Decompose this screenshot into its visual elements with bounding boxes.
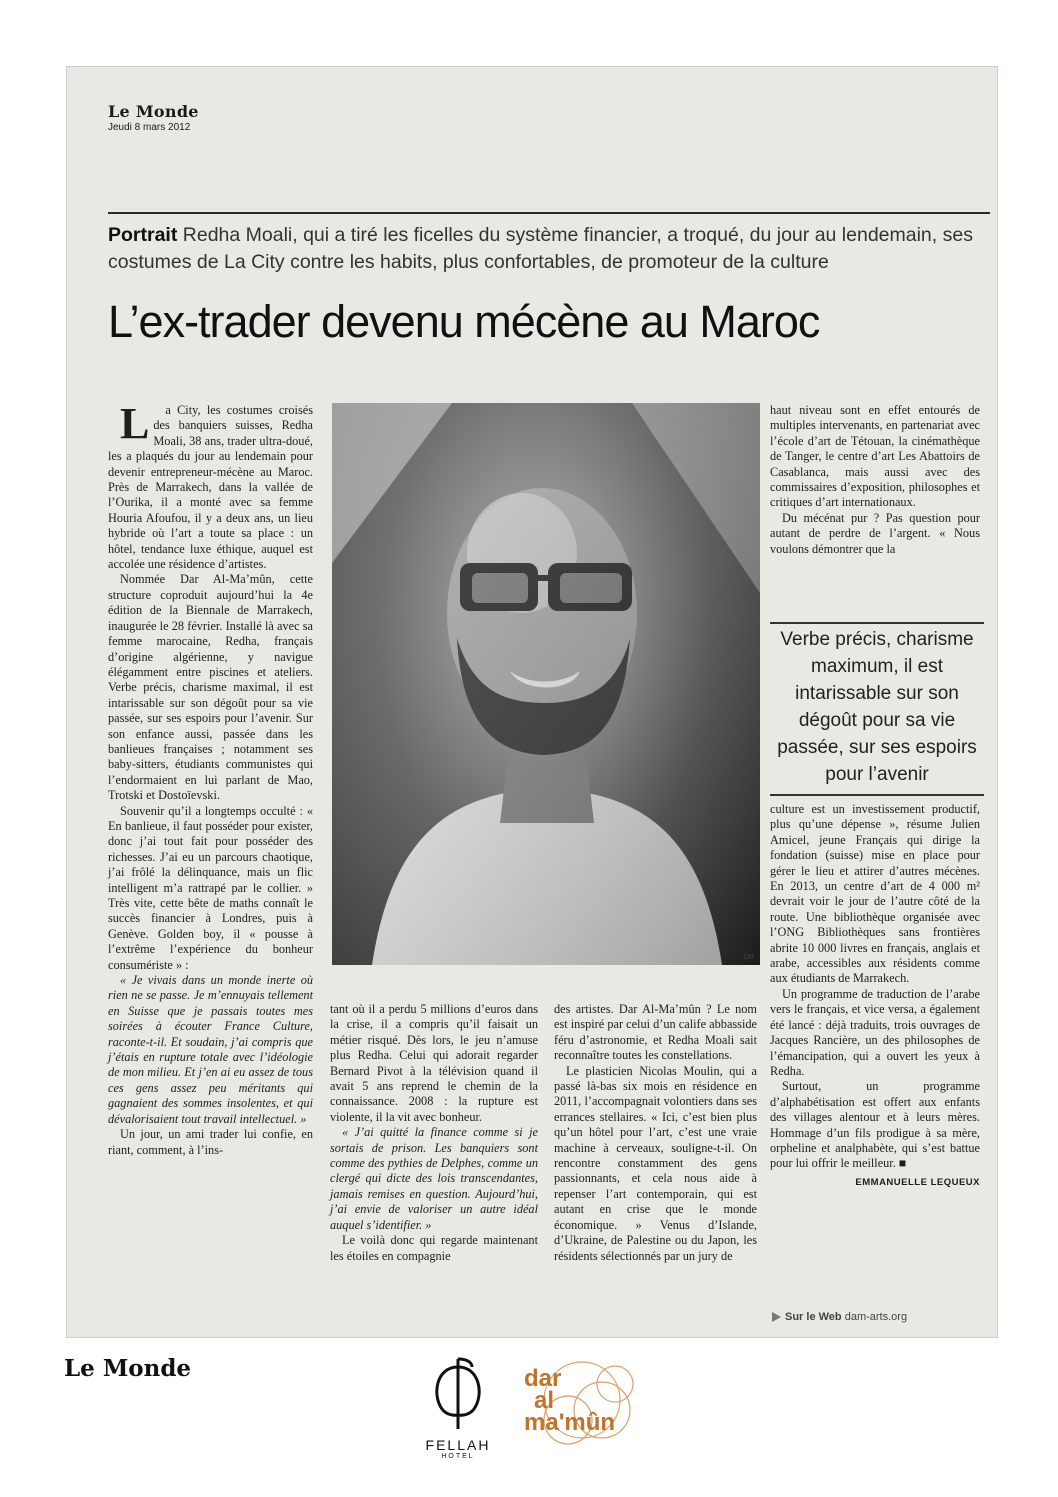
- dam-line-3: ma'mûn: [524, 1409, 616, 1436]
- web-label: Sur le Web: [785, 1311, 842, 1323]
- paragraph: « J’ai quitté la finance comme si je sortais de prison. Les banquiers sont comme des pythies de Delphes, comme un clergé qui dicte des lois transcendantes, jamais remises en question. Aujourd’hui, j’ai envie de valoriser un autre idéal auquel s’identifier. »: [330, 1125, 538, 1232]
- headline: L’ex-trader devenu mécène au Maroc: [108, 296, 820, 347]
- paragraph: tant où il a perdu 5 millions d’euros dans la crise, il a compris qu’il faisait un métier risqué. Dès lors, le jeu n’amuse plus Redha. Celui qui adorait regarder Bernard Pivot à la télévision quand il avait 5 ans reprend le chemin de la connaissance. 2008 : la rupture est violente, il la vit avec bonheur.: [330, 1002, 538, 1124]
- arrow-icon: [772, 1312, 781, 1322]
- top-rule: [108, 212, 990, 214]
- dam-line-1: dar: [524, 1365, 562, 1392]
- paragraph: Surtout, un programme d’alphabétisation est offert aux enfants des villages alentour et à leurs mères. Hommage d’un fils prodigue à sa mère, orpheline et analphabète, qui s’est battue pour lui offrir le meilleur. ■: [770, 1079, 980, 1171]
- photo-credit: DR: [743, 954, 754, 961]
- paragraph: Nommée Dar Al-Ma’mûn, cette structure coproduit aujourd’hui la 4e édition de la Biennale de Marrakech, inaugurée le 28 février. Installé là avec sa femme marocaine, Redha, français d’origine algérienne, y navigue élégamment entre piscines et ateliers. Verbe précis, charisme maximal, il est intarissable sur son dégoût pour sa vie passée, sur ses espoirs pour l’avenir. Sur son enfance aussi, passée dans les banlieues françaises ; notamment ses baby-sitters, étudiants communistes qui l’endormaient en lui parlant de Mao, Trotski et Dostoïevski.: [108, 572, 313, 803]
- web-url: dam-arts.org: [844, 1311, 908, 1323]
- paragraph: La City, les costumes croisés des banquiers suisses, Redha Moali, 38 ans, trader ultra-doué, les a plaqués du jour au lendemain pour devenir entrepreneur-mécène au Maroc. Près de Marrakech, dans la vallée de l’Ourika, il a monté avec sa femme Houria Afoufou, il y a deux ans, un lieu hybride où l’art a toute sa place : un hôtel, tendance luxe éthique, auquel est accolée une résidence d’artistes.: [108, 399, 313, 572]
- paragraph: Le plasticien Nicolas Moulin, qui a passé là-bas six mois en résidence en 2011, l’accompagnait volontiers dans ses errances stellaires. « Ici, c’est bien plus qu’un hôtel pour l’art, c’est une vraie machine à cerveaux, souligne-t-il. On rencontre constamment des gens passionnants, et cela nous aide à repenser l’art contemporain, qui est autant en crise que le monde économique. » Venus d’Islande, d’Ukraine, de Palestine ou du Japon, les résidents sélectionnés par un jury de: [554, 1063, 757, 1263]
- column-3: [554, 1002, 757, 1264]
- paragraph: Le voilà donc qui regarde maintenant les étoiles en compagnie: [330, 1233, 538, 1263]
- paragraph: Un jour, un ami trader lui confie, en riant, comment, à l’ins-: [108, 1127, 313, 1157]
- column-4-continued: [770, 802, 980, 1190]
- pull-quote: Verbe précis, charisme maximum, il est intarissable sur son dégoût pour sa vie passée, sur ses espoirs pour l’avenir: [770, 622, 984, 796]
- issue-date: Jeudi 8 mars 2012: [108, 122, 191, 133]
- kicker-label: Portrait: [108, 224, 178, 246]
- fellah-monogram-icon: [428, 1355, 488, 1433]
- paragraph: Du mécénat pur ? Pas question pour autant de perdre de l’argent. « Nous voulons démontrer que la: [770, 510, 980, 556]
- paragraph: Un programme de traduction de l’arabe vers le français, et vice versa, a également été lancé : déjà traduits, trois ouvrages de Jacques Rancière, un des philosophes de l’émancipation, qui a ouvert les yeux à Redha.: [770, 986, 980, 1078]
- web-link[interactable]: [772, 1311, 907, 1323]
- paragraph: Souvenir qu’il a longtemps occulté : « En banlieue, il faut posséder pour exister, donc j’ai tout fait pour posséder des richesses. J’ai eu un parcours chaotique, j’ai frôlé la délinquance, mais un flic intelligent m’a rattrapé par le collier. » Très vite, cette bête de maths connaît le succès financier à Londres, puis à Genève. Golden boy, il « pousse à l’extrême l’expérience du bonheur consumériste » :: [108, 803, 313, 972]
- fellah-subtitle: HOTEL: [441, 1453, 475, 1460]
- portrait-photo: [332, 403, 760, 965]
- kicker-text: Redha Moali, qui a tiré les ficelles du système financier, a troqué, du jour au lendemain, ses costumes de La City contre les habits, plus confortables, de promoteur de la culture: [108, 224, 973, 273]
- fellah-name: FELLAH: [425, 1437, 491, 1453]
- column-1: [108, 399, 313, 1158]
- column-4: [770, 403, 980, 557]
- portrait-illustration: [332, 403, 760, 965]
- paragraph: haut niveau sont en effet entourés de multiples intervenants, en partenariat avec l’école d’art de Tétouan, la cinémathèque de Tanger, le centre d’art Les Abattoirs de Casablanca, mais aussi avec des commissaires d’exposition, philosophes et critiques d’art internationaux.: [770, 403, 980, 510]
- paragraph: culture est un investissement productif, plus qu’une dépense », résume Julien Amicel, jeune Français qui dirige la fondation (suisse) mise en place pour gérer le lieu et attirer d’autres mécènes. En 2013, un centre d’art de 4 000 m² devrait voir le jour de l’autre côté de la route. Une bibliothèque organisée avec l’ONG Bibliothèques sans frontières abrite 10 000 livres en français, anglais et arabe, accessibles aux résidents comme aux étudiants de Marrakech.: [770, 802, 980, 986]
- paragraph: des artistes. Dar Al-Ma’mûn ? Le nom est inspiré par celui d’un calife abbasside féru d’astronomie, et Redha Moali sait reconnaître toutes les constellations.: [554, 1002, 757, 1063]
- paragraph: « Je vivais dans un monde inerte où rien ne se passe. Je m’ennuyais tellement en Suisse que je passais toutes mes soirées à écouter France Culture, raconte-t-il. Et soudain, j’ai compris que j’étais en rupture totale avec l’idéologie de mon milieu. Et j’en ai eu assez de tous ces gens assez peu méritants qui gagnaient des sommes insolentes, et qui dévalorisaient tout travail intellectuel. »: [108, 973, 313, 1126]
- newspaper-logo: Le Monde: [108, 102, 199, 121]
- column-2: [330, 1002, 538, 1264]
- dam-line-2: al: [534, 1387, 555, 1414]
- dar-al-mamun-logo: [520, 1352, 650, 1462]
- kicker: [108, 222, 988, 276]
- masthead: [108, 102, 199, 133]
- le-monde-logo: Le Monde: [64, 1355, 192, 1382]
- author-signature: EMMANUELLE LEQUEUX: [855, 1176, 980, 1188]
- fellah-hotel-logo: [418, 1355, 498, 1460]
